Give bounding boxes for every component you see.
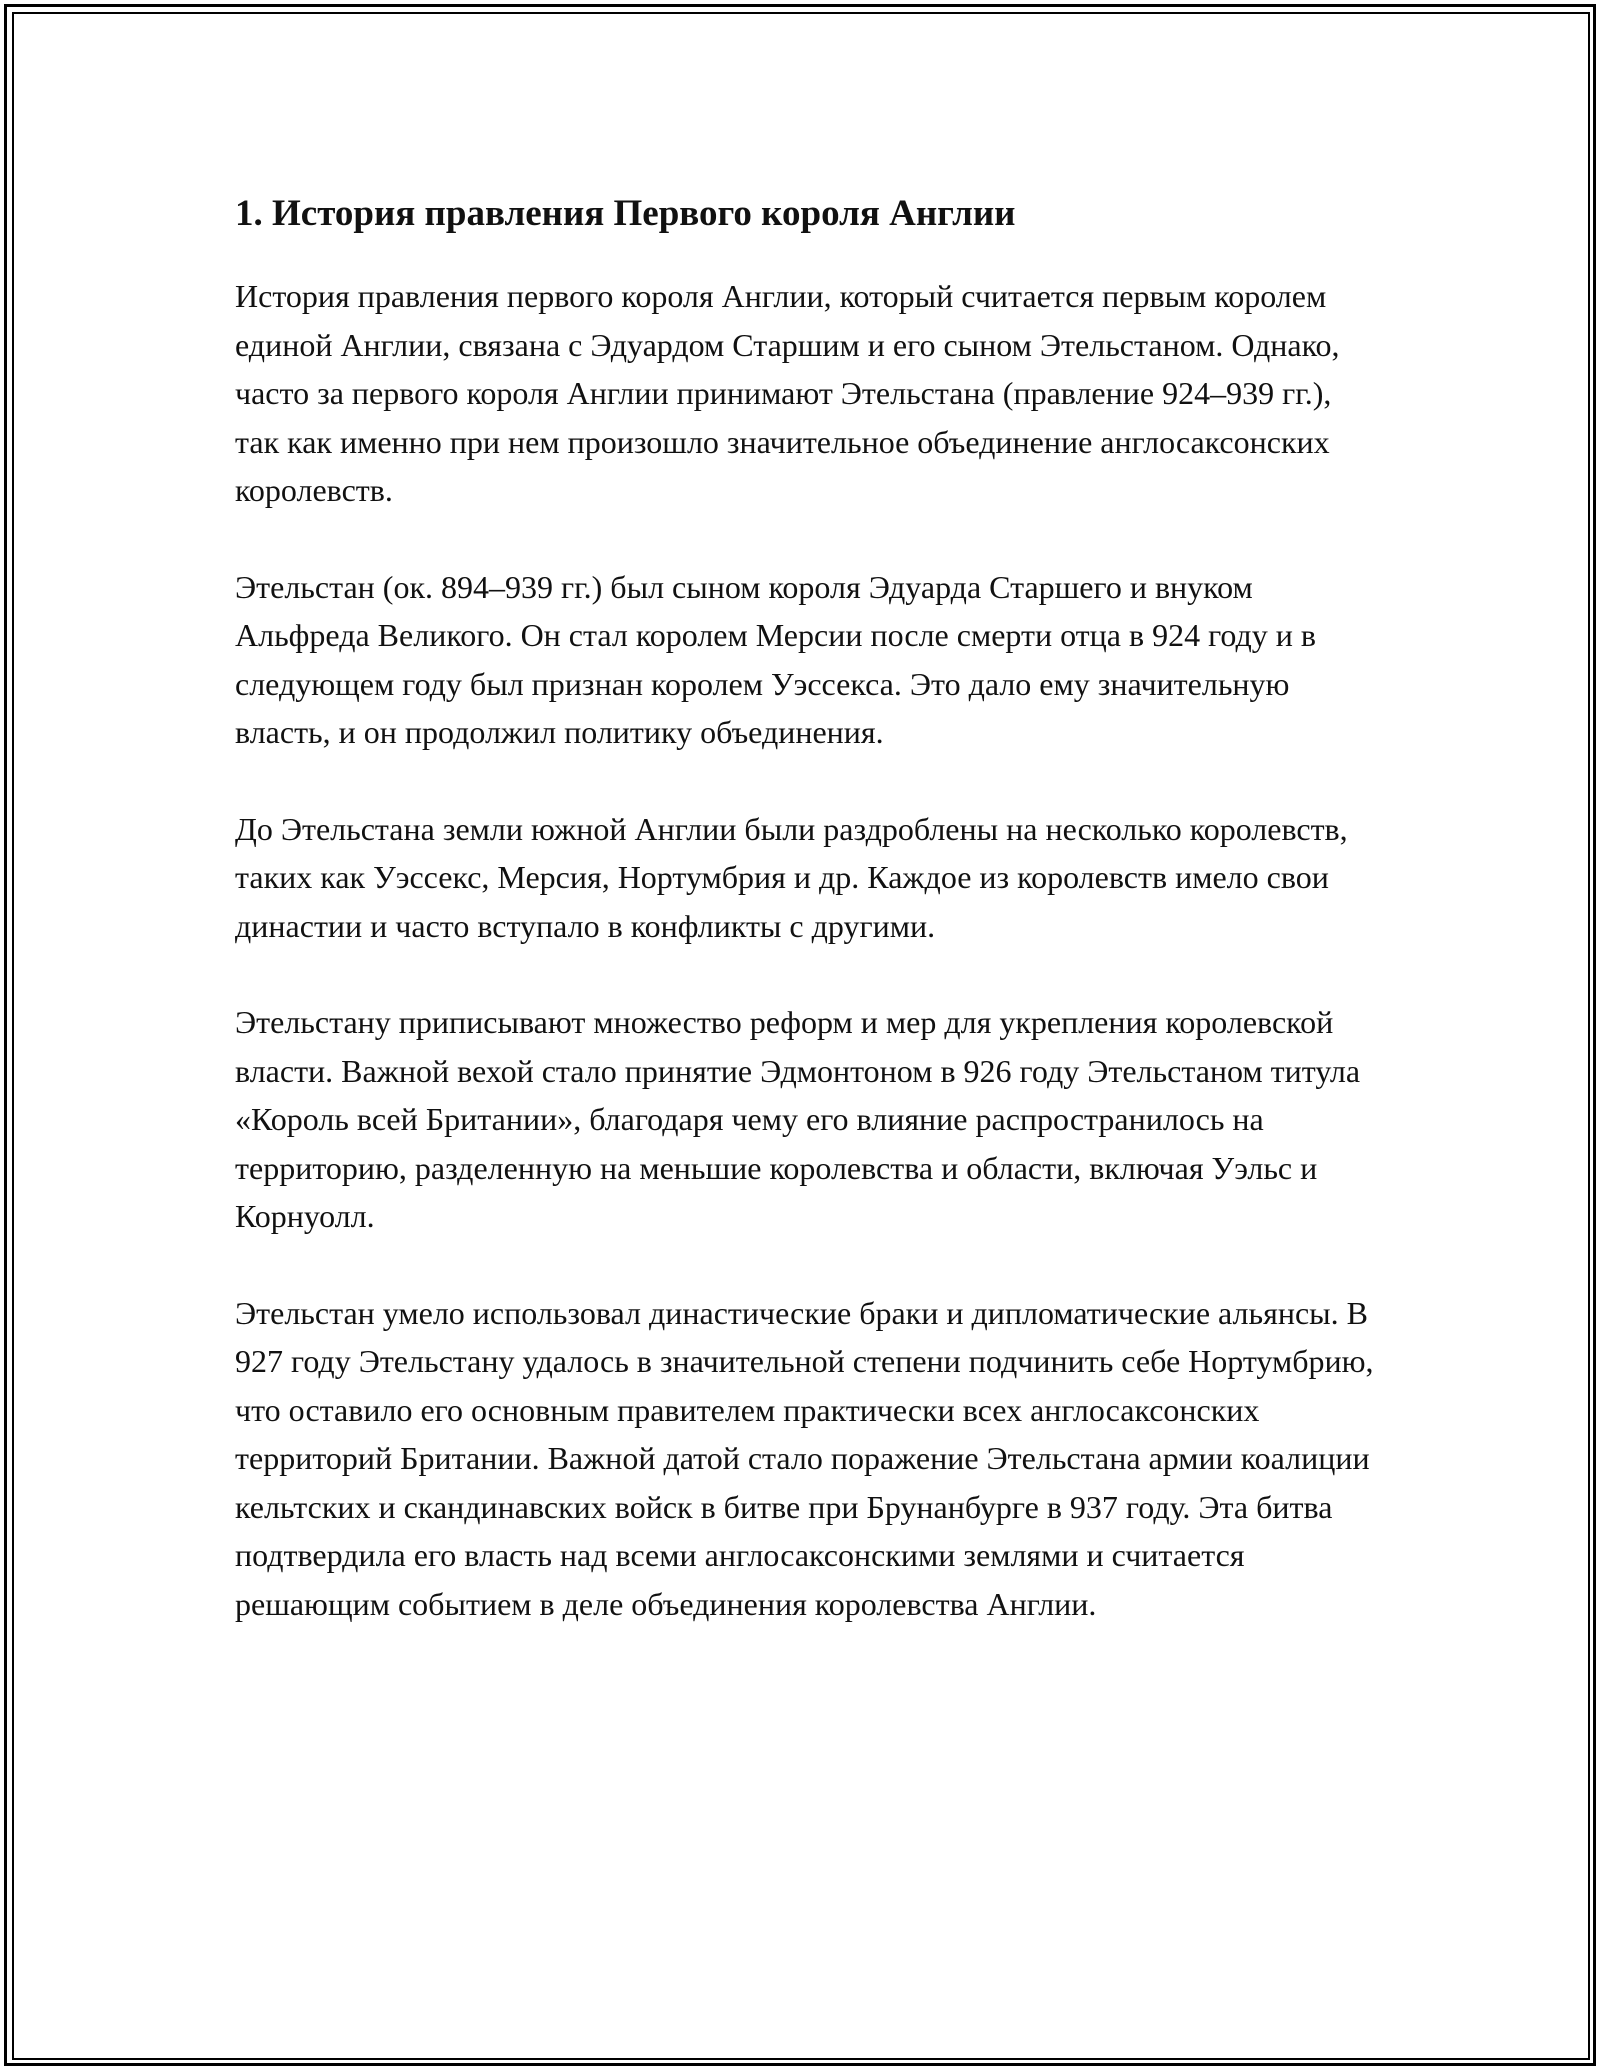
paragraph-5: Этельстан умело использовал династические браки и дипломатические альянсы. В 927 году Этельстану удалось в значительной степени подчинить себе Нортумбрию, что оставило его основным правителем практически всех англосаксонских территорий Британии. Важной датой стало поражение Этельстана армии коалиции кельтских и скандинавских войск в битве при Брунанбурге в 937 году. Эта битва подтвердила его власть над всеми англосаксонскими землями и считается решающим событием в деле объединения королевства Англии. [235,1294,1374,1622]
paragraph-3: До Этельстана земли южной Англии были раздроблены на несколько королевств, таких как Уэссекс, Мерсия, Нортумбрия и др. Каждое из королевств имело свои династии и часто вступало в конфликты с другими. [235,810,1348,944]
document-body [235,188,1375,1676]
section-heading: 1. История правления Первого короля Англии [235,193,1016,234]
paragraph-1: История правления первого короля Англии, который считается первым королем единой Англии, связана с Эдуардом Старшим и его сыном Этельстаном. Однако, часто за первого короля Англии принимают Этельстана (правление 924–939 гг.), так как именно при нем произошло значительное объединение англосаксонских королевств. [235,278,1340,508]
paragraph-4: Этельстану приписывают множество реформ и мер для укрепления королевской власти. Важной вехой стало принятие Эдмонтоном в 926 году Этельстаном титула «Король всей Британии», благодаря чему его влияние распространилось на территорию, разделенную на меньшие королевства и области, включая Уэльс и Корнуолл. [235,1004,1361,1234]
paragraph-2: Этельстан (ок. 894–939 гг.) был сыном короля Эдуарда Старшего и внуком Альфреда Великого. Он стал королем Мерсии после смерти отца в 924 году и в следующем году был признан королем Уэссекса. Это дало ему значительную власть, и он продолжил политику объединения. [235,568,1316,750]
